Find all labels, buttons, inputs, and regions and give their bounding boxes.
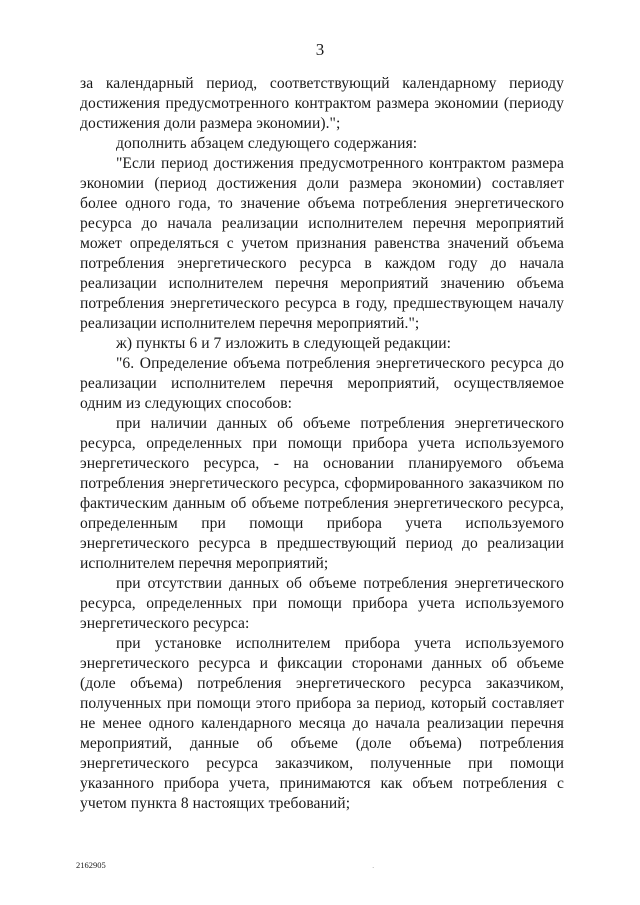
page-number: 3 — [315, 40, 325, 59]
footer-mark: · — [372, 864, 375, 872]
document-body — [80, 74, 564, 814]
paragraph-continuation: за календарный период, соответствующий календарному периоду достижения предусмотренного контрактом размера экономии (периоду достижения доли размера экономии)."; — [80, 75, 564, 132]
paragraph-with-meter-data: при наличии данных об объеме потребления энергетического ресурса, определенных при помощи прибора учета используемого энергетического ресурса, - на основании планируемого объема потребления энергетического ресурса, сформированного заказчиком по фактическим данным об объеме потребления энергетического ресурса, определенным при помощи прибора учета используемого энергетического ресурса в предшествующий период до реализации исполнителем перечня мероприятий; — [80, 415, 564, 572]
paragraph-without-meter-data: при отсутствии данных об объеме потребления энергетического ресурса, определенных при помощи прибора учета используемого энергетического ресурса: — [80, 575, 564, 632]
footer-document-code: 2162905 — [76, 860, 106, 870]
paragraph-amendment-instruction: дополнить абзацем следующего содержания: — [116, 135, 418, 152]
paragraph-meter-installation: при установке исполнителем прибора учета используемого энергетического ресурса и фиксации сторонами данных об объеме (доле объема) потребления энергетического ресурса заказчиком, полученных при помощи этого прибора за период, который составляет не менее одного календарного месяца до начала реализации перечня мероприятий, данные об объеме (доле объема) потребления энергетического ресурса заказчиком, полученные при помощи указанного прибора учета, принимаются как объем потребления с учетом пункта 8 настоящих требований; — [80, 635, 564, 812]
paragraph-item-6: "6. Определение объема потребления энергетического ресурса до реализации исполнителем перечня мероприятий, осуществляемое одним из следующих способов: — [80, 355, 564, 412]
paragraph-item-zh: ж) пункты 6 и 7 изложить в следующей редакции: — [116, 335, 452, 352]
paragraph-new-clause: "Если период достижения предусмотренного контрактом размера экономии (период достижения доли размера экономии) составляет более одного года, то значение объема потребления энергетического ресурса до начала реализации исполнителем перечня мероприятий может определяться с учетом признания равенства значений объема потребления энергетического ресурса в каждом году до начала реализации исполнителем перечня мероприятий значению объема потребления энергетического ресурса в году, предшествующем началу реализации исполнителем перечня мероприятий."; — [80, 155, 564, 332]
